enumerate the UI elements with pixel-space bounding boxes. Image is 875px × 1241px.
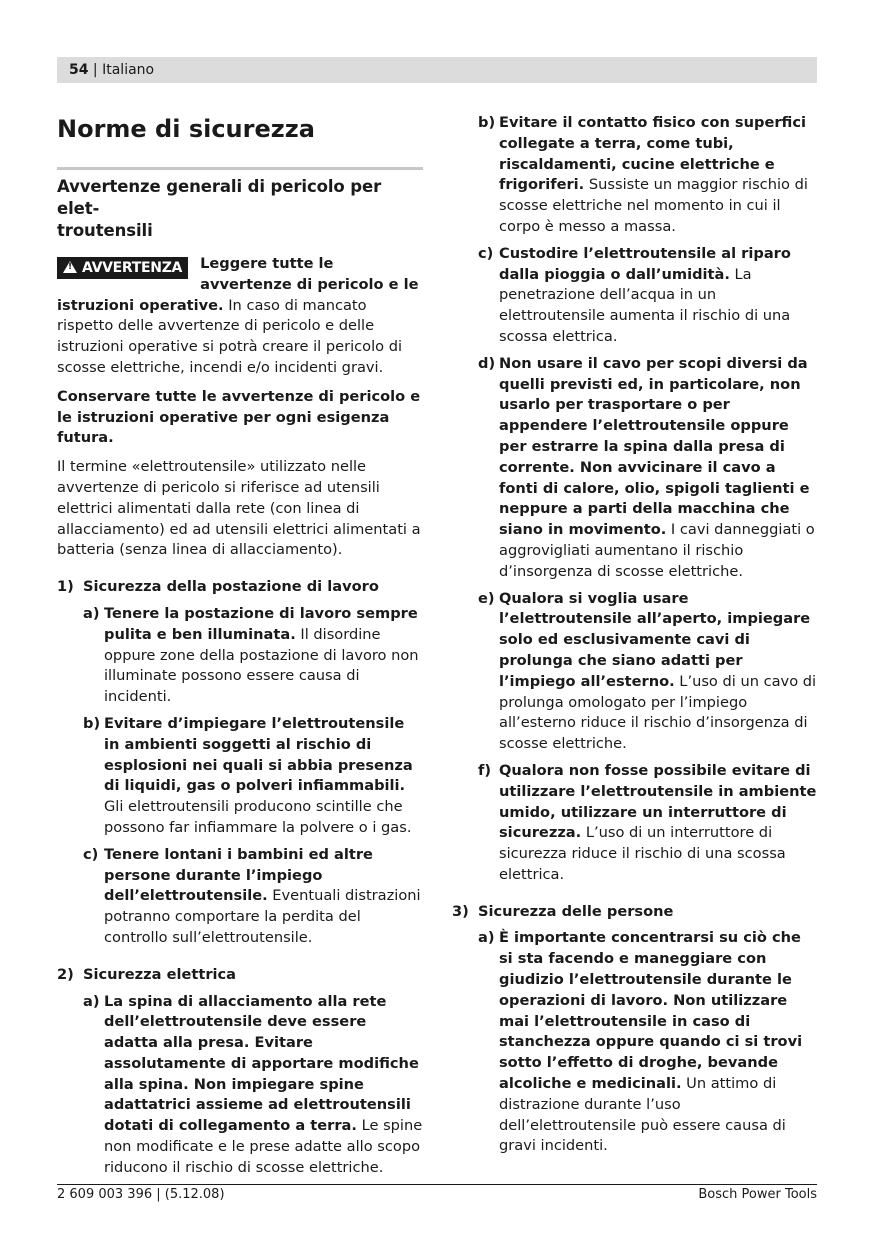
intro-text: In caso di mancato rispetto delle avvertenze di pericolo e delle istruzioni operative si potrà creare il pericolo di scosse elettriche, incendi e/o incidenti gravi. — [57, 296, 403, 376]
term-definition: Il termine «elettroutensile» utilizzato nelle avvertenze di pericolo si riferisce ad utensili elettrici alimentati dalla rete (con linea di allacciamento) ed ad utensili elettrici alimentati a batteria (senza linea di allacciamento). — [57, 458, 421, 559]
section-title: Sicurezza elettrica — [83, 965, 237, 983]
section-title: Sicurezza delle persone — [478, 902, 674, 920]
item-bold: Non usare il cavo per scopi diversi da quelli previsti ed, in particolare, non usarlo per trasportare o per appendere l’elettroutensile oppure per estrarre la spina dalla presa di corrente. Non avvicinare il cavo a fonti di calore, olio, spigoli taglienti e neppure a parti della macchina che siano in movimento. — [499, 354, 810, 539]
right-column — [452, 112, 817, 1157]
item-text: L’uso di un cavo di prolunga omologato per l’impiego all’esterno riduce il rischio d’insorgenza di scosse elettriche. — [499, 672, 817, 753]
item-letter: d) — [478, 354, 496, 372]
item-bold: Tenere lontani i bambini ed altre persone durante l’impiego dell’elettroutensile. — [104, 845, 373, 905]
item-text: Eventuali distrazioni potranno comportare la perdita del controllo sull’elettroutensile. — [104, 887, 421, 946]
section-number: 1) — [57, 578, 74, 596]
page-title: Norme di sicurezza — [57, 115, 315, 143]
item-letter: a) — [478, 929, 495, 947]
warning-badge-label: AVVERTENZA — [82, 260, 183, 276]
section-heading-line1: Avvertenze generali di pericolo per elet- — [57, 177, 382, 218]
section-number: 2) — [57, 965, 74, 983]
section-number: 3) — [452, 902, 469, 920]
item-text: Un attimo di distrazione durante l’uso dell’elettroutensile può essere causa di gravi incidenti. — [499, 1075, 786, 1155]
page-header — [57, 57, 817, 83]
list-item — [452, 928, 817, 1157]
list-item — [452, 589, 817, 755]
item-bold: La spina di allacciamento alla rete dell’elettroutensile deve essere adatta alla presa. Evitare assolutamente di apportare modifiche alla spina. Non impiegare spine adattatrici assieme ad elettroutensili dotati di collegamento a terra. — [104, 992, 419, 1135]
item-text: Le spine non modificate e le prese adatte allo scopo riducono il rischio di scosse elettriche. — [104, 1117, 423, 1176]
warning-intro — [57, 254, 423, 379]
list-item — [452, 244, 817, 348]
item-letter: c) — [83, 845, 99, 863]
list-item — [452, 113, 817, 238]
title-divider — [57, 167, 423, 170]
item-bold: Qualora si voglia usare l’elettroutensile all’aperto, impiegare solo ed esclusivamente cavi di prolunga che siano adatti per l’impiego all’esterno. — [499, 589, 811, 690]
item-letter: f) — [478, 761, 492, 779]
page-number: 54 — [69, 62, 89, 78]
warning-triangle-icon — [63, 261, 77, 273]
section-2-heading — [57, 965, 423, 986]
item-text: Il disordine oppure zone della postazione di lavoro non illuminate possono essere causa di incidenti. — [104, 625, 419, 706]
list-item — [57, 714, 423, 839]
footer-divider — [57, 1184, 817, 1185]
item-bold: Evitare il contatto fisico con superfici collegate a terra, come tubi, riscaldamenti, cucine elettriche e frigoriferi. — [499, 114, 807, 194]
item-letter: a) — [83, 992, 100, 1010]
list-item — [452, 761, 817, 886]
left-column — [57, 112, 423, 1179]
item-text: I cavi danneggiati o aggrovigliati aumentano il rischio d’insorgenza di scosse elettriche. — [499, 521, 815, 580]
section-title: Sicurezza della postazione di lavoro — [83, 578, 379, 596]
item-letter: b) — [83, 714, 101, 732]
section-3-heading — [452, 902, 817, 923]
list-item — [452, 354, 817, 583]
header-separator: | — [88, 62, 103, 78]
footer-brand: Bosch Power Tools — [698, 1187, 817, 1202]
item-letter: e) — [478, 589, 495, 607]
item-bold: Custodire l’elettroutensile al riparo dalla pioggia o dall’umidità. — [499, 244, 791, 283]
item-bold: Tenere la postazione di lavoro sempre pulita e ben illuminata. — [104, 604, 418, 643]
list-item — [57, 992, 423, 1179]
list-item — [57, 604, 423, 708]
item-letter: b) — [478, 114, 496, 131]
section-heading — [57, 176, 423, 242]
item-text: Gli elettroutensili producono scintille che possono far infiammare la polvere o i gas. — [104, 798, 412, 836]
item-bold: Evitare d’impiegare l’elettroutensile in ambienti soggetti al rischio di esplosioni nei quali si abbia presenza di liquidi, gas o polveri infiammabili. — [104, 714, 413, 795]
item-text: L’uso di un interruttore di sicurezza riduce il rischio di una scossa elettrica. — [499, 824, 786, 883]
header-language: Italiano — [102, 62, 155, 78]
item-text: Sussiste un maggior rischio di scosse elettriche nel momento in cui il corpo è messo a massa. — [499, 176, 808, 235]
list-item — [57, 845, 423, 949]
item-bold: Qualora non fosse possibile evitare di utilizzare l’elettroutensile in ambiente umido, utilizzare un interruttore di sicurezza. — [499, 761, 817, 842]
keep-instructions: Conservare tutte le avvertenze di pericolo e le istruzioni operative per ogni esigenza futura. — [57, 387, 421, 447]
item-letter: a) — [83, 604, 100, 622]
item-letter: c) — [478, 244, 494, 262]
warning-badge — [57, 257, 188, 279]
intro-bold: Leggere tutte le avvertenze di pericolo e le istruzioni operative. — [57, 255, 419, 314]
footer-doc-number: 2 609 003 396 | (5.12.08) — [57, 1187, 225, 1202]
section-1-heading — [57, 577, 423, 598]
item-text: La penetrazione dell’acqua in un elettroutensile aumenta il rischio di una scossa elettrica. — [499, 265, 791, 345]
item-bold: È importante concentrarsi su ciò che si sta facendo e maneggiare con giudizio l’elettroutensile durante le operazioni di lavoro. Non utilizzare mai l’elettroutensile in caso di stanchezza oppure quando ci si trovi sotto l’effetto di droghe, bevande alcoliche e medicinali. — [499, 929, 803, 1093]
section-heading-line2: troutensili — [57, 221, 153, 240]
